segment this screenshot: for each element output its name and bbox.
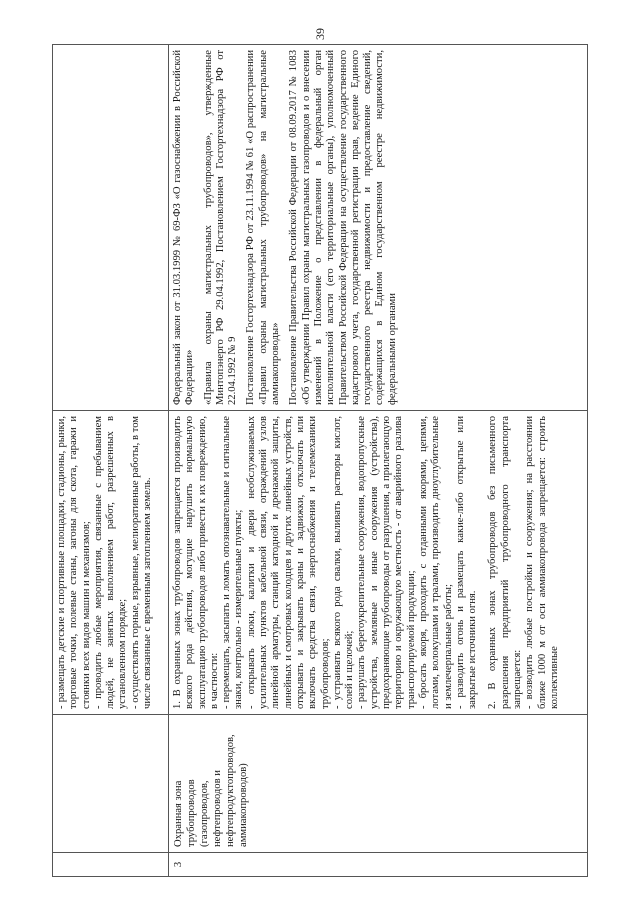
page-number: 39 — [313, 28, 327, 40]
requirement-item: - возводить любые постройки и сооружения; на расстоянии ближе 1000 м от оси аммиакопровода запрещается: строить коллективные — [524, 416, 560, 709]
cell-zone-name: Охранная зона трубопроводов (газопроводов, нефтепроводов и нефтепродуктопроводов, аммиакопроводов) — [169, 715, 588, 853]
requirement-item: - разводить огонь и размещать какие-либо открытые или закрытые источники огня. — [454, 416, 479, 709]
requirement-item: - открывать люки, калитки и двери необслуживаемых усилительных пунктов кабельной связи, ограждений узлов линейной арматуры, станций катодной и дренажной защиты, линейных и смотровых колодцев и других линейных устройств, открывать и закрывать краны и задвижки, отключать или включать средства связи, энергоснабжения и телемеханики трубопроводов; — [245, 416, 331, 709]
table-row-pipeline-zone — [169, 45, 588, 877]
cell-requirements — [169, 411, 588, 715]
requirement-item: - бросать якоря, проходить с отданными якорями, цепями, лотами, волокушами и тралами, производить дноуглубительные и землечерпальные работы; — [417, 416, 454, 709]
legal-basis-item: Федеральный закон от 31.03.1999 № 69-ФЗ «О газоснабжении в Российской Федерации» — [172, 50, 196, 405]
requirement-item: - разрушать берегоукрепительные сооружения, водопропускные устройства, земляные и иные сооружения (устройства), предохраняющие трубопроводы от разрушения, а прилегающую территорию и окружающую местность - от аварийного разлива транспортируемой продукции; — [356, 416, 417, 709]
cell-row-number: 3 — [169, 853, 588, 877]
requirement-item: - осуществлять горные, взрывные, мелиоративные работы, в том числе связанные с временным затоплением земель. — [129, 416, 154, 709]
requirement-item: 1. В охранных зонах трубопроводов запрещается производить всякого рода действия, могущие нарушить нормальную эксплуатацию трубопроводов либо привести к их повреждению, в частности: — [172, 416, 220, 709]
requirement-item: - проводить любые мероприятия, связанные с пребыванием людей, не занятых выполнением работ, разрешенных в установленном порядке; — [92, 416, 129, 709]
cell-zone-empty — [53, 715, 169, 853]
requirement-item: - перемещать, засыпать и ломать опознавательные и сигнальные знаки, контрольно - измерительные пункты; — [221, 416, 245, 709]
requirement-item: - размещать детские и спортивные площадки, стадионы, рынки, торговые точки, полевые станы, загоны для скота, гаражи и стоянки всех видов машин и механизмов; — [56, 416, 92, 709]
cell-requirements-continuation — [53, 411, 169, 715]
requirement-item: - устраивать всякого рода свалки, выливать растворы кислот, солей и щелочей; — [331, 416, 356, 709]
cell-legal-basis — [169, 45, 588, 411]
legal-basis-item: Постановление Правительства Российской Федерации от 08.09.2017 № 1083 «Об утверждении Правил охраны магистральных газопроводов и о внесении изменений в Положение о представлении в федеральный орган исполнительной власти (его территориальные органы), уполномоченный Правительством Российской Федерации на осуществление государственного кадастрового учета, государственной регистрации прав, ведение Единого государственного реестра недвижимости и предоставление сведений, содержащихся в Едином государственном реестре недвижимости, федеральными органами — [288, 50, 398, 405]
cell-legal-basis-empty — [53, 45, 169, 411]
legal-basis-item: «Правила охраны магистральных трубопроводов», утвержденные Минтопэнерго РФ 29.04.1992, Постановлением Госгортехнадзора РФ от 22.04.1992 № 9 — [202, 50, 239, 405]
table-row-continuation — [53, 45, 169, 877]
protection-zones-table — [52, 44, 588, 877]
legal-basis-item: Постановление Госгортехнадзора РФ от 23.11.1994 № 61 «О распространении «Правил охраны магистральных трубопроводов» на магистральные аммиакопроводы» — [245, 50, 282, 405]
cell-number-empty — [53, 853, 169, 877]
rotated-landscape-table-wrapper — [52, 45, 587, 877]
requirement-item: 2. В охранных зонах трубопроводов без письменного разрешения предприятий трубопроводного транспорта запрещается: — [487, 416, 524, 709]
